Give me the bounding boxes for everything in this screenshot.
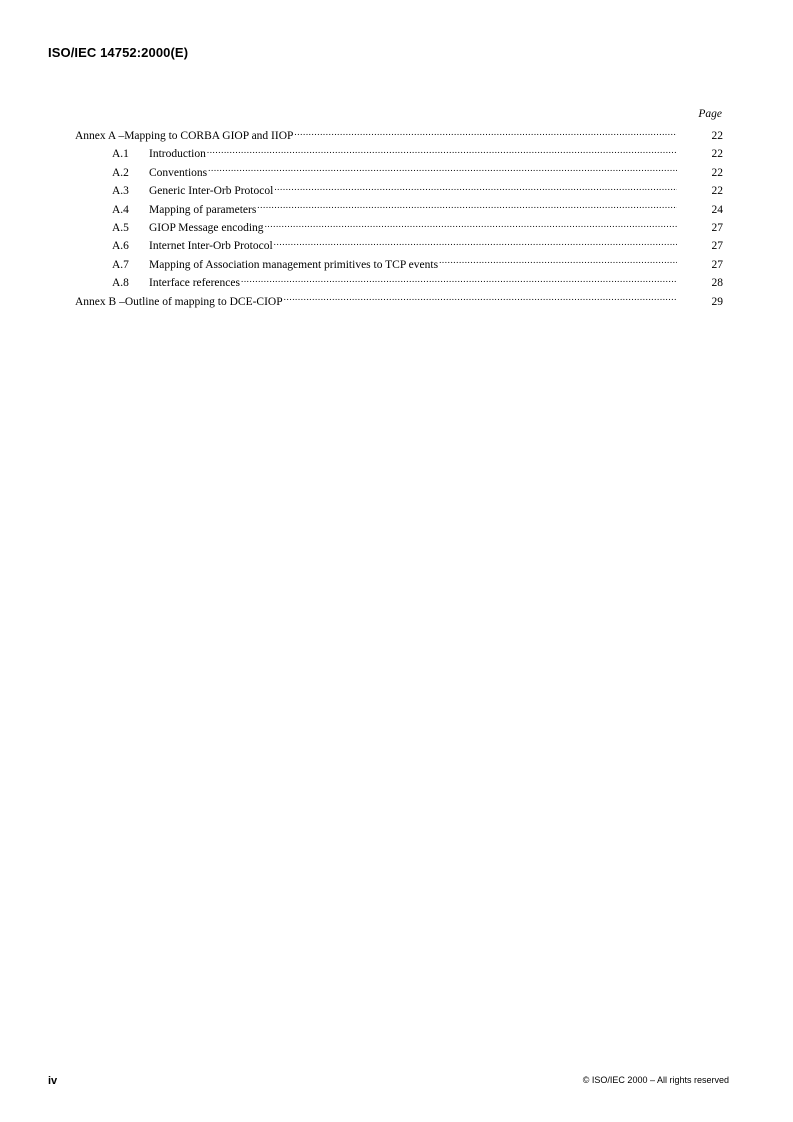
toc-entry-number: A.5: [112, 221, 129, 234]
document-header: ISO/IEC 14752:2000(E): [48, 45, 189, 60]
footer-page-number: iv: [48, 1075, 58, 1087]
toc-page-number: 22: [711, 148, 723, 161]
toc-entry-title: Internet Inter-Orb Protocol: [149, 240, 273, 253]
toc-entry-a6[interactable]: [75, 237, 723, 255]
toc-entry-title: Mapping of parameters: [149, 203, 257, 216]
toc-entry-number: A.6: [112, 240, 129, 253]
page-column-label: Page: [698, 108, 722, 120]
toc-page-number: 24: [711, 203, 723, 216]
toc-entry-title: Generic Inter-Orb Protocol: [149, 185, 274, 198]
toc-page-number: 28: [711, 277, 723, 290]
toc-entry-number: A.8: [112, 277, 129, 290]
toc-entry-number: A.3: [112, 185, 129, 198]
toc-entry-title: Mapping to CORBA GIOP and IIOP: [124, 130, 294, 142]
toc-annex-prefix: Annex B –: [75, 295, 125, 308]
toc-entry-a7[interactable]: [75, 256, 723, 274]
toc-entry-a3[interactable]: [75, 182, 723, 200]
toc-page-number: 27: [711, 221, 723, 234]
toc-annex-prefix: Annex A –: [75, 130, 125, 142]
toc-entry-a8[interactable]: [75, 274, 723, 292]
toc-entry-title: Outline of mapping to DCE-CIOP: [124, 295, 283, 308]
dot-leader: [207, 145, 677, 157]
footer-copyright: © ISO/IEC 2000 – All rights reserved: [582, 1075, 729, 1085]
dot-leader: [241, 274, 677, 286]
toc-entry-a1[interactable]: [75, 145, 723, 163]
dot-leader: [274, 182, 677, 194]
toc-entry-a4[interactable]: [75, 201, 723, 219]
dot-leader: [257, 201, 677, 213]
toc-entry-a2[interactable]: [75, 164, 723, 182]
toc-entry-title: Interface references: [149, 277, 240, 290]
toc-entry-title: Conventions: [149, 166, 208, 179]
toc-entry-annex-b[interactable]: [75, 293, 723, 311]
dot-leader: [294, 127, 677, 139]
table-of-contents: [75, 127, 723, 311]
toc-entry-title: Mapping of Association management primitives to TCP events: [149, 258, 439, 271]
toc-entry-number: A.1: [112, 148, 129, 161]
dot-leader: [284, 293, 677, 305]
toc-page-number: 22: [711, 166, 723, 179]
toc-page-number: 27: [711, 258, 723, 271]
toc-entry-title: Introduction: [149, 148, 206, 161]
dot-leader: [265, 219, 677, 231]
toc-entry-number: A.7: [112, 258, 129, 271]
toc-page-number: 22: [711, 130, 723, 142]
toc-entry-number: A.2: [112, 166, 129, 179]
toc-page-number: 27: [711, 240, 723, 253]
dot-leader: [274, 237, 677, 249]
dot-leader: [439, 256, 677, 268]
toc-page-number: 29: [711, 295, 723, 308]
toc-entry-title: GIOP Message encoding: [149, 221, 264, 234]
dot-leader: [208, 164, 677, 176]
toc-entry-number: A.4: [112, 203, 129, 216]
toc-page-number: 22: [711, 185, 723, 198]
toc-entry-annex-a[interactable]: [75, 127, 723, 145]
toc-entry-a5[interactable]: [75, 219, 723, 237]
